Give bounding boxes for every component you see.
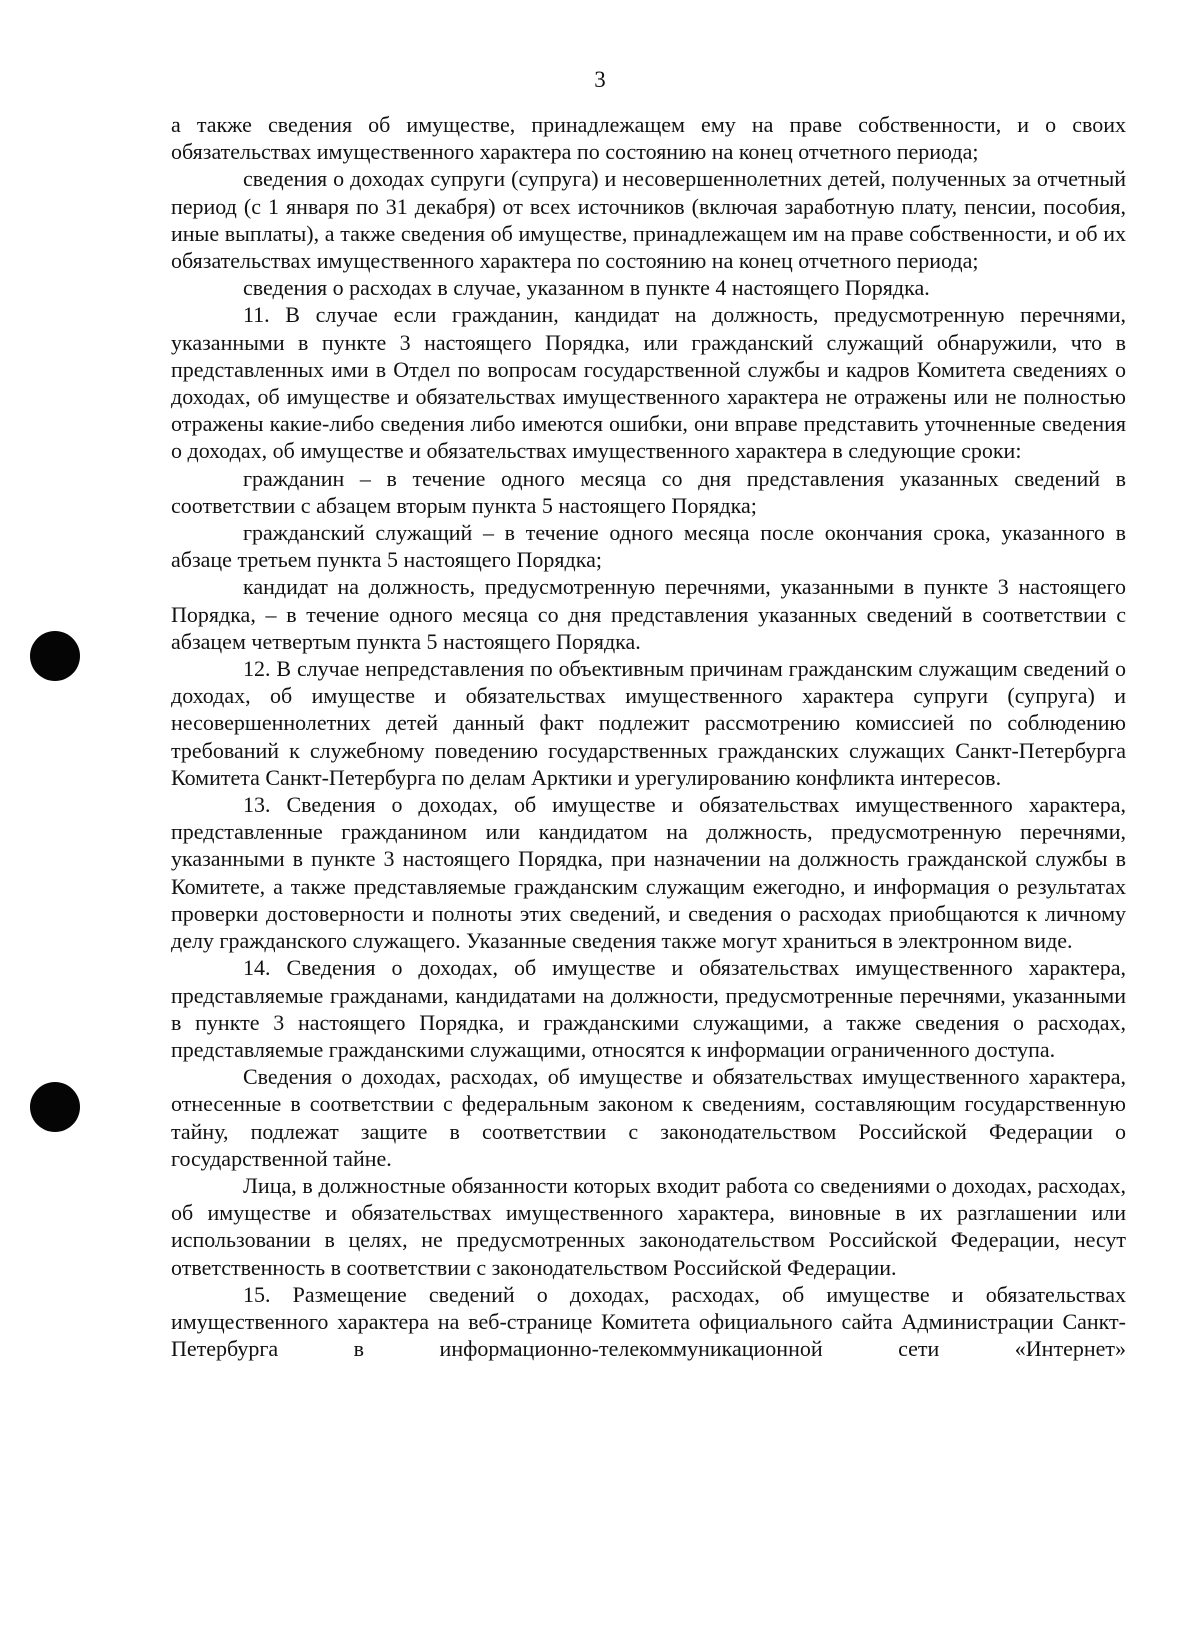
paragraph-11-citizen: гражданин – в течение одного месяца со дня представления указанных сведений в соответствии с абзацем вторым пункта 5 настоящего Порядка; xyxy=(171,465,1126,518)
page-number: 3 xyxy=(594,67,606,92)
paragraph-11-civil-servant: гражданский служащий – в течение одного месяца после окончания срока, указанного в абзаце третьем пункта 5 настоящего Порядка; xyxy=(171,520,1126,573)
paragraph-10-expenses: сведения о расходах в случае, указанном в пункте 4 настоящего Порядка. xyxy=(243,275,930,301)
paragraph-10-continuation: а также сведения об имуществе, принадлежащем ему на праве собственности, и о своих обязательствах имущественного характера по состоянию на конец отчетного периода; xyxy=(171,112,1126,165)
paragraph-11: 11. В случае если гражданин, кандидат на должность, предусмотренную перечнями, указанными в пункте 3 настоящего Порядка, или гражданский служащий обнаружили, что в представленных ими в Отдел по вопросам государственной службы и кадров Комитета сведениях о доходах, об имуществе и обязательствах имущественного характера не отражены или не полностью отражены какие-либо сведения либо имеются ошибки, они вправе представить уточненные сведения о доходах, об имуществе и обязательствах имущественного характера в следующие сроки: xyxy=(171,302,1126,464)
paragraph-13: 13. Сведения о доходах, об имуществе и обязательствах имущественного характера, представленные гражданином или кандидатом на должность, предусмотренную перечнями, указанными в пункте 3 настоящего Порядка, при назначении на должность гражданской службы в Комитете, а также представляемые гражданским служащим ежегодно, и информация о результатах проверки достоверности и полноты этих сведений, и сведения о расходах приобщаются к личному делу гражданского служащего. Указанные сведения также могут храниться в электронном виде. xyxy=(171,792,1126,954)
paragraph-14: 14. Сведения о доходах, об имуществе и обязательствах имущественного характера, представляемые гражданами, кандидатами на должности, предусмотренные перечнями, указанными в пункте 3 настоящего Порядка, и гражданскими служащими, а также сведения о расходах, представляемые гражданскими служащими, относятся к информации ограниченного доступа. xyxy=(171,955,1126,1062)
paragraph-10-spouse-income: сведения о доходах супруги (супруга) и несовершеннолетних детей, полученных за отчетный период (с 1 января по 31 декабря) от всех источников (включая заработную плату, пенсии, пособия, иные выплаты), а также сведения об имуществе, принадлежащем им на праве собственности, и об их обязательствах имущественного характера по состоянию на конец отчетного периода; xyxy=(171,166,1126,274)
punch-hole-top xyxy=(30,631,80,681)
paragraph-12: 12. В случае непредставления по объективным причинам гражданским служащим сведений о доходах, об имуществе и обязательствах имущественного характера супруги (супруга) и несовершеннолетних детей данный факт подлежит рассмотрению комиссией по соблюдению требований к служебному поведению государственных гражданских служащих Санкт-Петербурга Комитета Санкт-Петербурга по делам Арктики и урегулированию конфликта интересов. xyxy=(171,656,1126,790)
paragraph-11-candidate: кандидат на должность, предусмотренную перечнями, указанными в пункте 3 настоящего Порядка, – в течение одного месяца со дня представления указанных сведений в соответствии с абзацем четвертым пункта 5 настоящего Порядка. xyxy=(171,574,1126,654)
paragraph-14-liability: Лица, в должностные обязанности которых входит работа со сведениями о доходах, расходах, об имуществе и обязательствах имущественного характера, виновные в их разглашении или использовании в целях, не предусмотренных законодательством Российской Федерации, несут ответственность в соответствии с законодательством Российской Федерации. xyxy=(171,1172,1126,1280)
paragraph-14-state-secret: Сведения о доходах, расходах, об имуществе и обязательствах имущественного характера, отнесенные в соответствии с федеральным законом к сведениям, составляющим государственную тайну, подлежат защите в соответствии с законодательством Российской Федерации о государственной тайне. xyxy=(171,1064,1126,1171)
paragraph-15: 15. Размещение сведений о доходах, расходах, об имуществе и обязательствах имущественного характера на веб-странице Комитета официального сайта Администрации Санкт-Петербурга в информационно-телекоммуникационной сети «Интернет» xyxy=(171,1281,1126,1362)
document-body xyxy=(171,111,1126,1362)
punch-hole-bottom xyxy=(30,1082,80,1132)
